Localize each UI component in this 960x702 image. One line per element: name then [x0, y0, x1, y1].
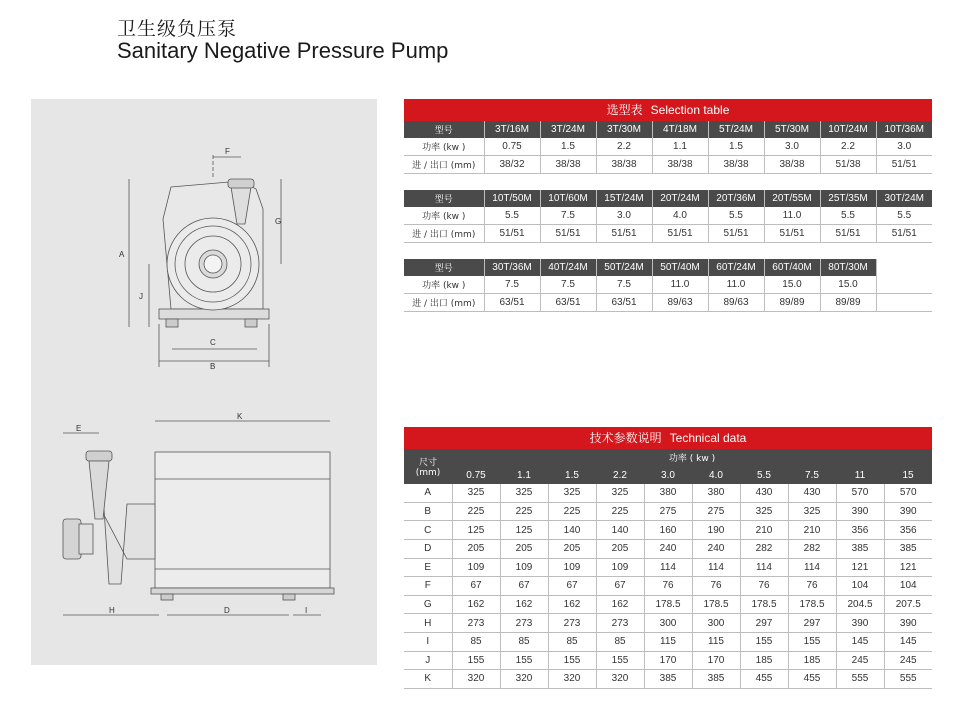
dim-label-e: E	[76, 424, 82, 433]
power-cell: 1.1	[652, 138, 708, 156]
dimension-row	[404, 539, 932, 558]
front-view	[119, 147, 281, 371]
dimension-value: 273	[452, 614, 500, 633]
dimension-value: 178.5	[692, 595, 740, 614]
dim-label-j: J	[139, 292, 143, 301]
dimension-value: 155	[548, 651, 596, 670]
model-cell: 3T/24M	[540, 121, 596, 138]
row-label: 功率 (kw )	[404, 138, 484, 156]
table-gap	[404, 243, 932, 259]
dimension-row	[404, 484, 932, 502]
dimension-row	[404, 558, 932, 577]
dimension-value: 455	[740, 670, 788, 689]
dimension-value: 385	[836, 539, 884, 558]
model-cell: 60T/40M	[764, 259, 820, 276]
dimension-value: 205	[500, 539, 548, 558]
dimension-row	[404, 502, 932, 521]
dimension-value: 455	[788, 670, 836, 689]
power-column-header: 4.0	[692, 467, 740, 485]
dimension-value: 162	[596, 595, 644, 614]
power-column-header: 1.1	[500, 467, 548, 485]
dimension-value: 67	[596, 577, 644, 596]
model-cell	[876, 259, 932, 276]
dimension-value: 109	[452, 558, 500, 577]
port-cell: 89/89	[764, 294, 820, 312]
model-cell: 25T/35M	[820, 190, 876, 207]
port-cell: 51/51	[596, 225, 652, 243]
model-row	[404, 259, 932, 276]
dimension-row	[404, 651, 932, 670]
dimension-value: 207.5	[884, 595, 932, 614]
dimension-value: 380	[644, 484, 692, 502]
power-cell: 7.5	[540, 207, 596, 225]
port-cell: 51/51	[764, 225, 820, 243]
model-row	[404, 121, 932, 138]
dimension-value: 273	[548, 614, 596, 633]
model-cell: 10T/24M	[820, 121, 876, 138]
dimension-value: 325	[452, 484, 500, 502]
dimension-value: 555	[836, 670, 884, 689]
dimension-label: D	[404, 539, 452, 558]
dimension-value: 104	[836, 577, 884, 596]
dimension-value: 570	[884, 484, 932, 502]
dimension-value: 356	[884, 521, 932, 540]
dimension-value: 85	[500, 632, 548, 651]
technical-header-cn: 技术参数说明	[589, 431, 662, 445]
page-title-cn: 卫生级负压泵	[117, 18, 238, 40]
dimension-value: 390	[836, 502, 884, 521]
dimension-value: 85	[596, 632, 644, 651]
port-cell: 89/63	[652, 294, 708, 312]
dimension-label: F	[404, 577, 452, 596]
power-column-header: 5.5	[740, 467, 788, 485]
row-label: 进 / 出口 (mm)	[404, 156, 484, 174]
port-cell: 63/51	[540, 294, 596, 312]
dimension-value: 76	[740, 577, 788, 596]
power-cell: 1.5	[540, 138, 596, 156]
power-label-cell: 功率 ( kw )	[452, 449, 932, 467]
dimension-value: 240	[692, 539, 740, 558]
port-cell: 89/63	[708, 294, 764, 312]
model-cell: 10T/50M	[484, 190, 540, 207]
selection-block	[404, 190, 932, 243]
row-label: 型号	[404, 190, 484, 207]
dimension-value: 320	[548, 670, 596, 689]
port-cell: 38/38	[652, 156, 708, 174]
dimension-row	[404, 595, 932, 614]
power-cell: 3.0	[876, 138, 932, 156]
dimension-value: 325	[740, 502, 788, 521]
model-cell: 5T/30M	[764, 121, 820, 138]
dimension-value: 385	[644, 670, 692, 689]
selection-block	[404, 259, 932, 312]
dim-label-k: K	[237, 412, 243, 421]
dim-label-a: A	[119, 250, 125, 259]
dimension-value: 178.5	[644, 595, 692, 614]
power-column-header: 3.0	[644, 467, 692, 485]
port-cell: 38/38	[764, 156, 820, 174]
dimension-value: 385	[884, 539, 932, 558]
dimension-value: 225	[452, 502, 500, 521]
selection-block	[404, 121, 932, 174]
port-cell: 51/51	[876, 156, 932, 174]
dimension-value: 385	[692, 670, 740, 689]
dimension-value: 125	[452, 521, 500, 540]
dimension-value: 67	[500, 577, 548, 596]
dimension-value: 162	[548, 595, 596, 614]
port-cell: 51/51	[484, 225, 540, 243]
port-cell: 51/51	[820, 225, 876, 243]
power-row	[404, 207, 932, 225]
dimension-value: 275	[692, 502, 740, 521]
dimension-value: 178.5	[788, 595, 836, 614]
dimension-value: 297	[788, 614, 836, 633]
dimension-value: 390	[884, 502, 932, 521]
ports-row	[404, 156, 932, 174]
pump-technical-drawing	[31, 99, 377, 665]
power-cell: 4.0	[652, 207, 708, 225]
dimension-value: 115	[692, 632, 740, 651]
model-cell: 3T/16M	[484, 121, 540, 138]
selection-header-en: Selection table	[650, 103, 730, 117]
row-label: 功率 (kw )	[404, 207, 484, 225]
dimension-value: 160	[644, 521, 692, 540]
dimension-value: 320	[596, 670, 644, 689]
dimension-label: E	[404, 558, 452, 577]
dimension-row	[404, 614, 932, 633]
dimension-value: 205	[596, 539, 644, 558]
dim-label-c: C	[210, 338, 216, 347]
dimension-row	[404, 577, 932, 596]
dimension-row	[404, 670, 932, 689]
model-cell: 80T/30M	[820, 259, 876, 276]
dimension-value: 225	[596, 502, 644, 521]
dimension-value: 170	[692, 651, 740, 670]
dimension-value: 170	[644, 651, 692, 670]
row-label: 功率 (kw )	[404, 276, 484, 294]
port-cell: 51/38	[820, 156, 876, 174]
power-cell: 7.5	[540, 276, 596, 294]
dimension-value: 282	[740, 539, 788, 558]
model-cell: 20T/36M	[708, 190, 764, 207]
power-cell: 7.5	[484, 276, 540, 294]
dimension-label: H	[404, 614, 452, 633]
page-title-en: Sanitary Negative Pressure Pump	[117, 38, 449, 63]
dimension-value: 155	[788, 632, 836, 651]
power-cell: 2.2	[596, 138, 652, 156]
power-cell: 15.0	[764, 276, 820, 294]
model-cell: 50T/24M	[596, 259, 652, 276]
dimension-value: 273	[500, 614, 548, 633]
dimension-label: C	[404, 521, 452, 540]
dimension-value: 204.5	[836, 595, 884, 614]
dimension-value: 297	[740, 614, 788, 633]
power-column-header: 7.5	[788, 467, 836, 485]
model-cell: 20T/55M	[764, 190, 820, 207]
technical-data-grid	[404, 449, 932, 689]
model-cell: 50T/40M	[652, 259, 708, 276]
dimension-value: 114	[740, 558, 788, 577]
dimension-value: 85	[548, 632, 596, 651]
dimension-value: 300	[692, 614, 740, 633]
port-cell: 38/32	[484, 156, 540, 174]
dimension-value: 140	[596, 521, 644, 540]
selection-table-header	[404, 99, 932, 121]
model-cell: 40T/24M	[540, 259, 596, 276]
port-cell	[876, 294, 932, 312]
ports-row	[404, 225, 932, 243]
dimension-label: B	[404, 502, 452, 521]
dim-label-f: F	[225, 147, 230, 156]
dimension-value: 210	[740, 521, 788, 540]
dimension-value: 121	[884, 558, 932, 577]
dimension-value: 76	[692, 577, 740, 596]
dim-label-b: B	[210, 362, 216, 371]
dimension-value: 155	[500, 651, 548, 670]
dimension-value: 356	[836, 521, 884, 540]
dimension-value: 76	[644, 577, 692, 596]
port-cell: 38/38	[540, 156, 596, 174]
dimension-value: 380	[692, 484, 740, 502]
dimension-value: 570	[836, 484, 884, 502]
model-cell: 30T/24M	[876, 190, 932, 207]
model-cell: 10T/60M	[540, 190, 596, 207]
ports-row	[404, 294, 932, 312]
dimension-value: 320	[500, 670, 548, 689]
dimension-value: 155	[452, 651, 500, 670]
power-cell: 5.5	[708, 207, 764, 225]
dimension-value: 205	[452, 539, 500, 558]
dimension-value: 67	[548, 577, 596, 596]
power-cell: 5.5	[484, 207, 540, 225]
dimension-value: 555	[884, 670, 932, 689]
power-cell: 2.2	[820, 138, 876, 156]
dimension-value: 190	[692, 521, 740, 540]
dimension-value: 114	[644, 558, 692, 577]
dimension-value: 115	[644, 632, 692, 651]
dimension-value: 273	[596, 614, 644, 633]
size-label-cell	[404, 449, 452, 484]
power-cell: 0.75	[484, 138, 540, 156]
dim-label-h: H	[109, 606, 115, 615]
port-cell: 51/51	[540, 225, 596, 243]
power-column-header: 2.2	[596, 467, 644, 485]
dimension-value: 210	[788, 521, 836, 540]
dimension-value: 140	[548, 521, 596, 540]
model-cell: 10T/36M	[876, 121, 932, 138]
size-label-line2: (mm)	[415, 468, 441, 479]
power-row	[404, 138, 932, 156]
dimension-value: 325	[788, 502, 836, 521]
power-cell: 11.0	[764, 207, 820, 225]
dimension-value: 390	[884, 614, 932, 633]
port-cell: 63/51	[484, 294, 540, 312]
power-cell: 5.5	[876, 207, 932, 225]
dim-label-g: G	[275, 217, 282, 226]
dimension-value: 85	[452, 632, 500, 651]
power-cell: 7.5	[596, 276, 652, 294]
port-cell: 38/38	[596, 156, 652, 174]
model-cell: 3T/30M	[596, 121, 652, 138]
selection-table	[404, 99, 932, 312]
dimension-value: 300	[644, 614, 692, 633]
dimension-value: 390	[836, 614, 884, 633]
dimension-value: 125	[500, 521, 548, 540]
dimension-label: J	[404, 651, 452, 670]
side-view	[63, 412, 334, 615]
dimension-value: 121	[836, 558, 884, 577]
dimension-value: 225	[500, 502, 548, 521]
technical-data-table	[404, 427, 932, 689]
dimension-value: 275	[644, 502, 692, 521]
dimension-value: 245	[836, 651, 884, 670]
dimension-value: 104	[884, 577, 932, 596]
port-cell: 51/51	[708, 225, 764, 243]
dimension-value: 185	[740, 651, 788, 670]
power-column-header: 15	[884, 467, 932, 485]
port-cell: 51/51	[652, 225, 708, 243]
dimension-value: 114	[692, 558, 740, 577]
pump-drawing-panel	[31, 99, 377, 665]
dimension-value: 155	[596, 651, 644, 670]
power-column-header: 0.75	[452, 467, 500, 485]
dimension-value: 109	[500, 558, 548, 577]
model-cell: 15T/24M	[596, 190, 652, 207]
dimension-value: 325	[500, 484, 548, 502]
dimension-value: 430	[740, 484, 788, 502]
power-row	[404, 276, 932, 294]
model-cell: 5T/24M	[708, 121, 764, 138]
power-cell: 15.0	[820, 276, 876, 294]
row-label: 进 / 出口 (mm)	[404, 225, 484, 243]
dimension-value: 114	[788, 558, 836, 577]
dimension-value: 109	[548, 558, 596, 577]
power-cell: 3.0	[596, 207, 652, 225]
dimension-value: 109	[596, 558, 644, 577]
technical-table-header	[404, 427, 932, 449]
size-label-line1: 尺寸	[418, 458, 437, 469]
dim-label-i: I	[305, 606, 308, 615]
model-row	[404, 190, 932, 207]
dimension-row	[404, 521, 932, 540]
power-cell: 5.5	[820, 207, 876, 225]
power-cell: 3.0	[764, 138, 820, 156]
dimension-value: 155	[740, 632, 788, 651]
port-cell: 89/89	[820, 294, 876, 312]
model-cell: 20T/24M	[652, 190, 708, 207]
port-cell: 63/51	[596, 294, 652, 312]
model-cell: 30T/36M	[484, 259, 540, 276]
power-cell: 1.5	[708, 138, 764, 156]
dimension-value: 205	[548, 539, 596, 558]
dimension-row	[404, 632, 932, 651]
dim-label-d: D	[224, 606, 230, 615]
dimension-value: 145	[884, 632, 932, 651]
dimension-value: 67	[452, 577, 500, 596]
dimension-value: 430	[788, 484, 836, 502]
row-label: 型号	[404, 121, 484, 138]
dimension-value: 145	[836, 632, 884, 651]
dimension-value: 282	[788, 539, 836, 558]
dimension-value: 325	[548, 484, 596, 502]
port-cell: 38/38	[708, 156, 764, 174]
technical-header-en: Technical data	[669, 431, 747, 445]
dimension-label: K	[404, 670, 452, 689]
dimension-label: G	[404, 595, 452, 614]
dimension-label: I	[404, 632, 452, 651]
dimension-label: A	[404, 484, 452, 502]
power-cell: 11.0	[708, 276, 764, 294]
selection-header-cn: 选型表	[606, 103, 643, 117]
dimension-value: 178.5	[740, 595, 788, 614]
power-cell	[876, 276, 932, 294]
dimension-value: 185	[788, 651, 836, 670]
dimension-value: 245	[884, 651, 932, 670]
model-cell: 60T/24M	[708, 259, 764, 276]
table-gap	[404, 174, 932, 190]
port-cell: 51/51	[876, 225, 932, 243]
power-column-header: 11	[836, 467, 884, 485]
model-cell: 4T/18M	[652, 121, 708, 138]
row-label: 进 / 出口 (mm)	[404, 294, 484, 312]
dimension-value: 240	[644, 539, 692, 558]
dimension-value: 162	[452, 595, 500, 614]
row-label: 型号	[404, 259, 484, 276]
power-cell: 11.0	[652, 276, 708, 294]
dimension-value: 320	[452, 670, 500, 689]
dimension-value: 76	[788, 577, 836, 596]
dimension-value: 162	[500, 595, 548, 614]
dimension-value: 325	[596, 484, 644, 502]
dimension-value: 225	[548, 502, 596, 521]
power-column-header: 1.5	[548, 467, 596, 485]
